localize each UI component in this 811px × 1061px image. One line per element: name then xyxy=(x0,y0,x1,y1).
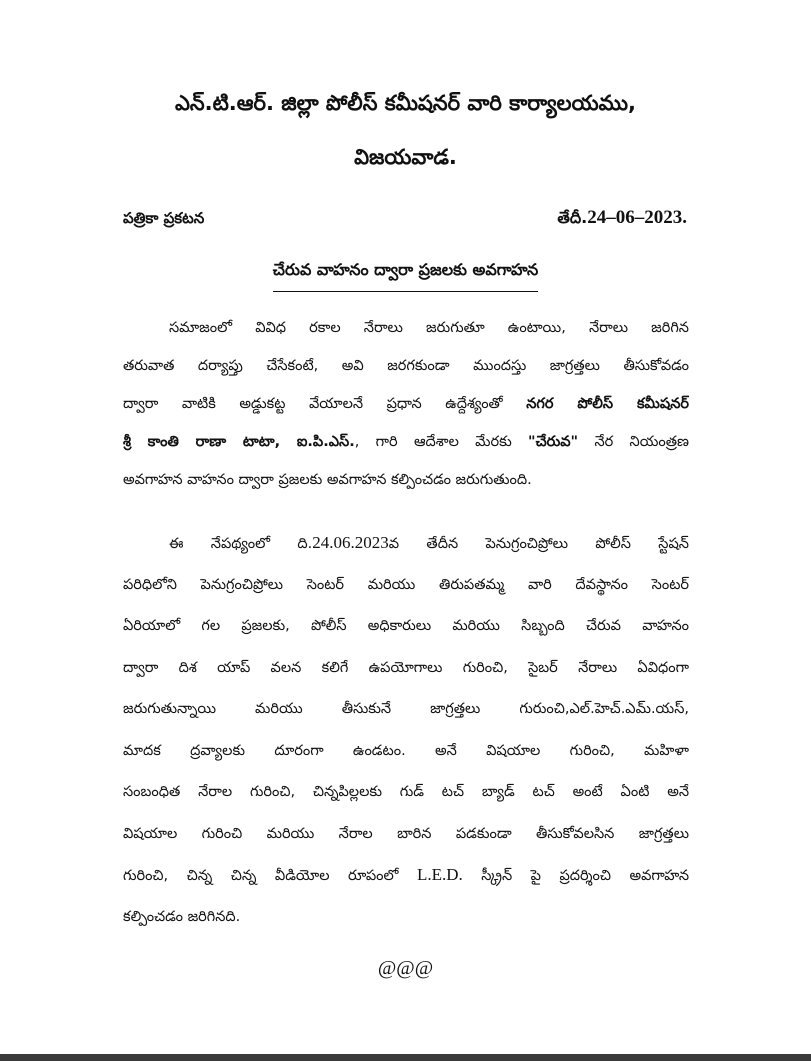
text-span: ఈ నేపథ్యంలో ది. xyxy=(169,536,313,552)
paragraph-2-line: ద్వారా దిశ యాప్ వలన కలిగే ఉపయోగాలు గురించి, సైబర్ నేరాలు ఏవిధంగా xyxy=(123,659,689,676)
office-title: ఎన్.టి.ఆర్. జిల్లా పోలీస్ కమీషనర్ వారి కార్యాలయము, xyxy=(174,91,637,115)
paragraph-2-line: మాదక ద్రవ్యాలకు దూరంగా ఉండటం. అనే విషయాల గురించి, మహిళా xyxy=(123,742,689,759)
paragraph-2-line: పరిధిలోని పెనుగ్రంచిప్రోలు సెంటర్ మరియు తిరుపతమ్మ వారి దేవస్థానం సెంటర్ xyxy=(123,576,689,593)
date-prefix: తేదీ. xyxy=(557,208,588,227)
text-span: ద్వారా వాటికి అడ్డుకట్ట వేయాలనే ప్రధాన ఉద్దేశ్యంతో xyxy=(123,396,527,412)
program-name: "చేరువ" xyxy=(528,434,579,450)
paragraph-2-line: జరుగుతున్నాయి మరియు తీసుకునే జాగ్రత్తలు గురుంచి,ఎల్.హెచ్.ఎమ్.యస్, xyxy=(123,701,689,717)
paragraph-2 xyxy=(123,530,689,945)
closing-mark: @@@ xyxy=(377,957,434,979)
date-value: 24–06–2023. xyxy=(587,207,687,228)
paragraph-1-line xyxy=(123,391,689,429)
paragraph-2-line: విషయాల గురించి మరియు నేరాల బారిన పడకుండా తీసుకోవలసిన జాగ్రత్తలు xyxy=(123,825,689,842)
paragraph-2-line xyxy=(123,530,689,572)
text-span: గురించి, చిన్న చిన్న వీడియోల రూపంలో xyxy=(123,868,417,884)
paragraph-1 xyxy=(123,315,689,505)
event-date: 24.06.2023 xyxy=(312,533,389,552)
paragraph-1-line xyxy=(123,429,689,467)
led-text: L.E.D. xyxy=(416,865,463,884)
city-title: విజయవాడ. xyxy=(354,145,457,169)
subject-heading: చేరువ వాహనం ద్వారా ప్రజలకు అవగాహన xyxy=(273,260,538,292)
paragraph-2-line: సంబంధిత నేరాల గురించి, చిన్నపిల్లలకు గుడ్ టచ్ బ్యాడ్ టచ్ అంటే ఏంటి అనే xyxy=(123,784,689,800)
press-release-label: పత్రికా ప్రకటన xyxy=(123,209,205,227)
commissioner-title: నగర పోలీస్ కమీషనర్ xyxy=(526,396,689,412)
paragraph-2-line: ఏరియాలో గల ప్రజలకు, పోలీస్ అధికారులు మరియు సిబ్బంది చేరువ వాహనం xyxy=(123,618,689,634)
paragraph-2-line: కల్పించడం జరిగినది. xyxy=(123,908,241,925)
paragraph-1-line: అవగాహన వాహనం ద్వారా ప్రజలకు అవగాహన కల్పించడం జరుగుతుంది. xyxy=(123,472,532,488)
text-span: వ తేదీన పెనుగ్రంచిప్రోలు పోలీస్ స్టేషన్ xyxy=(388,536,689,552)
commissioner-name: శ్రీ కాంతి రాణా టాటా, ఐ.పి.ఎస్. xyxy=(123,434,355,450)
paragraph-1-line: తరువాత దర్యాప్తు చేసేకంటే, అవి జరగకుండా ముందస్తు జాగ్రత్తలు తీసుకోవడం xyxy=(123,358,689,374)
release-date xyxy=(557,207,687,231)
paragraph-1-line: సమాజంలో వివిధ రకాల నేరాలు జరుగుతూ ఉంటాయి, నేరాలు జరిగిన xyxy=(169,320,689,336)
text-span: నేర నియంత్రణ xyxy=(578,434,689,450)
text-span: , గారి ఆదేశాల మేరకు xyxy=(354,434,529,450)
text-span: స్క్రీన్ పై ప్రదర్శించి అవగాహన xyxy=(462,868,689,884)
subject-block xyxy=(0,260,811,292)
paragraph-2-line xyxy=(123,862,689,904)
bottom-edge-bar xyxy=(0,1054,811,1061)
